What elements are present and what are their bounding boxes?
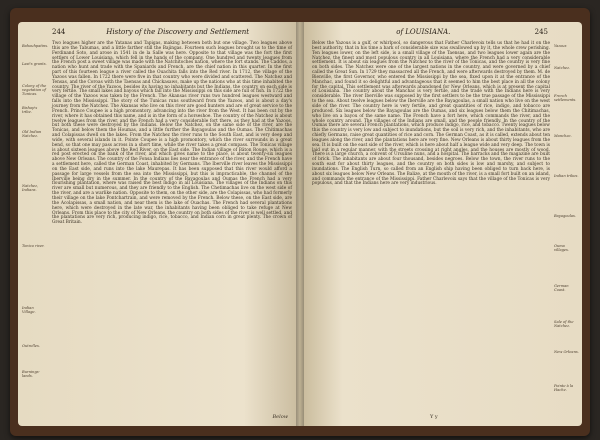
- margin-note: Outrelles.: [22, 344, 40, 348]
- right-running-title: of LOUISIANA.: [396, 28, 451, 36]
- margin-note: Bahouhpatins.: [22, 44, 49, 48]
- left-page: [18, 22, 300, 426]
- margin-note: Sale of the Natchez.: [554, 320, 574, 328]
- margin-note: Bayagoulas.: [554, 214, 577, 218]
- margin-note: French settlements.: [554, 94, 577, 102]
- left-catchword: Below: [272, 414, 288, 420]
- margin-note: Last's grants.: [22, 62, 47, 66]
- margin-note: Yazous: [554, 44, 567, 48]
- margin-note: Indian Village.: [22, 306, 36, 314]
- margin-note: Indian tribes.: [554, 174, 579, 178]
- margin-note: Ouma villages.: [554, 244, 570, 252]
- margin-note: Burnings-lands.: [22, 370, 40, 378]
- margin-note: Tonico river.: [22, 244, 45, 248]
- margin-note: Old Indian Natchez.: [22, 130, 42, 138]
- margin-note: Manchac.: [554, 134, 572, 138]
- right-page: [300, 22, 582, 426]
- margin-note: Colony of the vegetation of Tunicas.: [22, 84, 47, 96]
- left-running-title: History of the Discovery and Settlement: [106, 28, 250, 36]
- margin-note: German Coast.: [554, 284, 569, 292]
- right-page-number: 245: [534, 28, 548, 36]
- book: [10, 8, 590, 436]
- left-page-number: 244: [52, 28, 66, 36]
- margin-note: Bishop's tribe.: [22, 106, 38, 114]
- margin-note: Natchez.: [554, 66, 571, 70]
- book-gutter: [296, 22, 304, 426]
- right-header: [312, 28, 548, 36]
- margin-note: Natchez, Indians.: [22, 184, 39, 192]
- right-signature: Y y: [430, 414, 438, 420]
- margin-note: New Orleans.: [554, 350, 579, 354]
- right-body-text: Below the Yazous is a gulf, or whirlpool, so dangerous that Father Charlevoix tells us that he had it on the best authority, that in his time a bark of considerable size was swallowed up by it, the whole crew perishing. Ten leagues lower, on the left side, is a small village of the Taensas, and two leagues lower again are the Natchez, the finest and most populous country in all Louisiana, where the French had a very considerable settlement. It is about six leagues from the Natchez to the river of the Tonicas, and the country is very fine on both sides. The Natchez were one of the largest nations in the country, and were governed by a chief called the Great Sun. In 1729 they massacred all the French, and were afterwards destroyed by them. M. de Bienville, the first Governor, who entered the Mississippi by the sea, fixed upon it at the entrance of the Manchac, and found it so delightful and advantageous that it seemed to him the best place in all the colony for the capital. This settlement was afterwards abandoned for New Orleans, which is at present the capital of Louisiana. The country about the Manchac is very fertile, and the trade with the Indians here is very considerable. The river Iberville was supposed by the first settlers to be the true passage of the Mississippi to the sea. About twelve leagues below the Iberville are the Bayagoulas, a small nation who live on the west side of the river. The country here is very fertile, and great quantities of rice, indigo, and tobacco are produced. Six leagues below the Bayagoulas are the Oumas, and six leagues below them the Chitimachas, who live on a bayou of the same name. The French have a fort here, which commands the river, and the whole country around. The villages of the Indians are small, and the people friendly. In the country of the Oumas there are several French plantations, which produce indigo, rice, and tobacco. Twenty leagues below this the country is very low and subject to inundations, but the soil is very rich, and the inhabitants, who are chiefly Germans, raise great quantities of rice and corn. The German Coast, as it is called, extends about ten leagues along the river, and the plantations here are very fine. New Orleans is about thirty leagues from the sea. It is built on the east side of the river, which is here about half a league wide and very deep. The town is laid out in a regular manner, with the streets crossing at right angles, and the houses are mostly of wood. There is a large church, a convent of Ursuline nuns, and a hospital. The barracks and the magazine are built of brick. The inhabitants are about four thousand, besides negroes. Below the town, the river runs to the south east for about thirty leagues, and the country on both sides is low and marshy, and subject to inundations. The English Turn, so called from an English ship having been obliged to turn back here, is about six leagues below New Orleans. The Balize, at the mouth of the river, is a small fort built on an island, and commands the entrance of the Mississippi. Father Charlevoix says that the village of the Tonicas is very populous, and that the Indians here are very industrious.: [312, 41, 550, 187]
- left-body-text: Two leagues higher are the Yatanas and Tapigas, making between both but one village. Two leagues above this are the Tabumas, and a little farther still the Bajingas. Fourteen such leagues brought us to the time of Ferdinand Soto, and arose in 1541 in de la Salle was here. Opposite to that village was the fort the first settlers of Lower Louisiana, which fell in the hands of the company. One hundred and twenty leagues from the French post a sweet village was made with the Natchitoches nation, where the fort stands. The Caddos, a nation who hunt and trade with the Spaniards and French, are the chief nation in this quarter. In the first part of this fourteen league a river called the Ouachita falls into the Red river. In 1712, the village of the Yazoos was fallen. In 1722 there were five in that country who were divided and scattered. The Natchez and Tensas, and the Coroas with the Taensas and Chickasaws, make up the nations who at this time inhabited the country. The river of the Yazoos, besides its having no inhabitants but the Indians, the country on each side is very fertile. The small lakes and bayous which fall into the Mississippi on this side are full of fish. In 1722 the village of the Yazoos was taken by the French. The Akansas river runs two hundred leagues westward and falls into the Mississippi. The story of the Tunicas runs southward from the Yazoos, and is about a day's journey from the Natchez. The Akansas who live on this river are good hunters and are of great service to the French. Prince Coupee is a high promontory, advancing into the river from the West. It has been cut by the river, where it has obtained this name, and is in the form of a horseshoe. The country of the Natchez is about twelve leagues from the river, and the French had a very considerable fort there, as they had at the Yazoos, but both these were destroyed by the Indians. Below the Natchez, on the same side of the river, are the Tonicas, and below them the Houmas, and a little further the Bayagoulas and the Oumas. The Chitimachas and Colapissas dwell on the lakes. From the Natchez the river runs to the South East, and is very deep and wide, with several islands in it. Pointe Coupee is a high promontory, which the river surrounds in a great bend, so that one may pass across in a short time, while the river takes a great compass. The Tonicas village is about sixteen leagues above the Red River, on the East side. The Indian village of Bâton Rouge, which is a red post erected on the bank of the river, and which gives name to the place, is about twenty-six leagues above New Orleans. The country of the Fonsa Indians lies near the entrance of the river, and the French have a settlement here, called the German Coast, inhabited by Germans. The Iberville river leaves the Mississippi on the East side, and runs into the lake Maurepas. It has been supposed that this river would afford a passage for large vessels from the sea into the Mississippi, but this is impracticable, the channel of the Iberville being dry in the summer. In the country of the Bayagoulas and Oumas the French had a very flourishing plantation, where was raised the best indigo in all Louisiana. The villages of the Indians on this river are small but numerous, and they are friendly to the English. The Chetimachas live on the west side of the river, and are a warlike nation. Opposite to them, on the other side, are the Colapissas, who had formerly their village on the lake Pontchartrain, and were removed by the French. Below these, on the East side, are the Acolapissas, a small nation, and near them is the lake of Ouachas. The French had several plantations here, which were destroyed in the late war, the inhabitants having been obliged to take refuge at New Orleans. From this place to the city of New Orleans, the country on both sides of the river is well settled, and the plantations are very rich, producing indigo, rice, tobacco, and Indian corn in great plenty. The crown of Great Britain.: [52, 41, 292, 226]
- margin-note: Pointe à la Hache.: [554, 384, 574, 392]
- left-header: [52, 28, 290, 36]
